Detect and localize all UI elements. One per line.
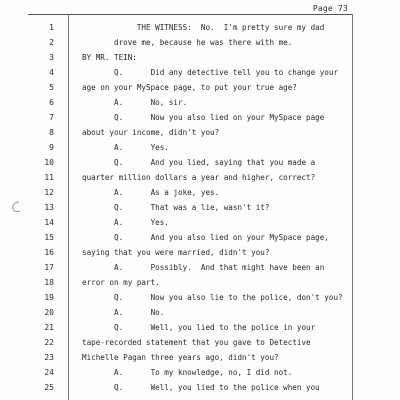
line-number: 19 [44, 293, 54, 302]
line-text: THE WITNESS: No. I'm pretty sure my dad [82, 23, 325, 32]
line-number: 14 [44, 218, 54, 227]
transcript-line [0, 350, 400, 365]
transcript-line [0, 80, 400, 95]
line-number: 4 [49, 68, 54, 77]
transcript-line [0, 320, 400, 335]
page-number: Page 73 [312, 4, 348, 13]
line-number: 23 [44, 353, 54, 362]
line-text: about your income, didn't you? [82, 128, 220, 137]
line-text: A. Yes. [82, 218, 169, 227]
transcript-line [0, 20, 400, 35]
line-text: drove me, because he was there with me. [82, 38, 293, 47]
line-number: 22 [44, 338, 54, 347]
transcript-line [0, 185, 400, 200]
line-number: 11 [44, 173, 54, 182]
line-number: 18 [44, 278, 54, 287]
line-text: A. Yes. [82, 143, 169, 152]
transcript-line [0, 155, 400, 170]
line-number: 15 [44, 233, 54, 242]
transcript-line [0, 305, 400, 320]
line-number: 8 [49, 128, 54, 137]
line-number: 13 [44, 203, 54, 212]
transcript-line [0, 170, 400, 185]
transcript-line [0, 140, 400, 155]
transcript-line [0, 125, 400, 140]
transcript-line [0, 260, 400, 275]
line-text: Q. Well, you lied to the police when you [82, 383, 320, 392]
line-text: Michelle Pagan three years ago, didn't you? [82, 353, 279, 362]
transcript-line [0, 215, 400, 230]
transcript-line [0, 335, 400, 350]
line-text: A. As a joke, yes. [82, 188, 220, 197]
line-number: 10 [44, 158, 54, 167]
transcript-line [0, 95, 400, 110]
line-number: 2 [49, 38, 54, 47]
transcript-line [0, 290, 400, 305]
transcript-line [0, 380, 400, 395]
line-text: Q. Now you also lie to the police, don't you? [82, 293, 343, 302]
line-text: Q. And you lied, saying that you made a [82, 158, 316, 167]
line-text: Q. Well, you lied to the police in your [82, 323, 316, 332]
transcript-line [0, 35, 400, 50]
transcript-line [0, 230, 400, 245]
transcript-line [0, 65, 400, 80]
transcript-line [0, 275, 400, 290]
line-number: 6 [49, 98, 54, 107]
line-number: 20 [44, 308, 54, 317]
line-text: Q. Did any detective tell you to change your [82, 68, 339, 77]
line-text: Q. That was a lie, wasn't it? [82, 203, 270, 212]
line-number: 21 [44, 323, 54, 332]
line-number: 1 [49, 23, 54, 32]
transcript-line [0, 365, 400, 380]
line-text: saying that you were married, didn't you? [82, 248, 270, 257]
line-number: 24 [44, 368, 54, 377]
line-text: error on my part. [82, 278, 160, 287]
line-number: 25 [44, 383, 54, 392]
line-number: 16 [44, 248, 54, 257]
line-text: tape-recorded statement that you gave to Detective [82, 338, 311, 347]
line-number: 12 [44, 188, 54, 197]
line-text: A. Possibly. And that might have been an [82, 263, 325, 272]
line-text: A. No. [82, 308, 165, 317]
transcript-line [0, 245, 400, 260]
transcript-line [0, 50, 400, 65]
line-text: A. To my knowledge, no, I did not. [82, 368, 293, 377]
transcript-line [0, 200, 400, 215]
line-number: 3 [49, 53, 54, 62]
line-text: quarter million dollars a year and higher, correct? [82, 173, 316, 182]
line-number: 17 [44, 263, 54, 272]
line-text: Q. Now you also lied on your MySpace page [82, 113, 325, 122]
line-text: Q. And you also lied on your MySpace page, [82, 233, 329, 242]
line-text: BY MR. TEIN: [82, 53, 137, 62]
line-number: 9 [49, 143, 54, 152]
top-rule [28, 14, 352, 15]
line-text: age on your MySpace page, to put your true age? [82, 83, 297, 92]
line-number: 7 [49, 113, 54, 122]
line-number: 5 [49, 83, 54, 92]
transcript-line [0, 110, 400, 125]
line-text: A. No, sir. [82, 98, 188, 107]
